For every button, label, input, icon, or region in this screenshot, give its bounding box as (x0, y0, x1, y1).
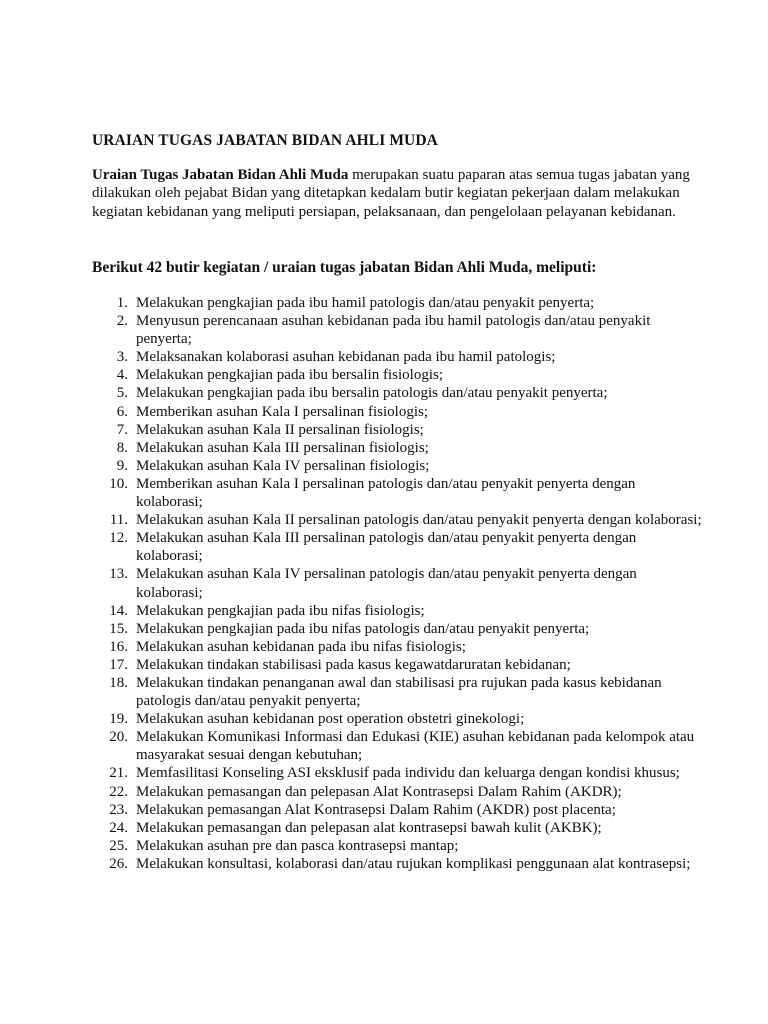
list-item (92, 366, 702, 384)
item-text: Memberikan asuhan Kala I persalinan patologis dan/atau penyakit penyerta dengan kolaborasi; (136, 475, 636, 511)
item-text: Melakukan asuhan kebidanan post operation obstetri ginekologi; (136, 711, 525, 728)
list-item (92, 620, 702, 638)
list-item (92, 674, 702, 710)
item-text: Melakukan tindakan penanganan awal dan stabilisasi pra rujukan pada kasus kebidanan patologis dan/atau penyakit penyerta; (136, 674, 662, 710)
item-number: 12. (109, 530, 128, 547)
list-item (92, 656, 702, 674)
item-text: Melakukan asuhan Kala IV persalinan patologis dan/atau penyakit penyerta dengan kolaborasi; (136, 566, 637, 601)
list-item (92, 529, 702, 565)
item-text: Melakukan asuhan Kala II persalinan fisiologis; (136, 421, 424, 438)
item-text: Melakukan pemasangan dan pelepasan alat kontrasepsi bawah kulit (AKBK); (136, 819, 602, 836)
item-number: 14. (109, 602, 128, 619)
item-text: Menyusun perencanaan asuhan kebidanan pada ibu hamil patologis dan/atau penyakit penyerta; (136, 313, 651, 348)
item-number: 5. (116, 385, 128, 402)
list-item (92, 312, 702, 348)
item-text: Memberikan asuhan Kala I persalinan fisiologis; (136, 403, 429, 420)
list-item (92, 710, 702, 728)
item-number: 1. (116, 295, 128, 311)
item-text: Melakukan asuhan kebidanan pada ibu nifas fisiologis; (136, 638, 466, 655)
item-number: 9. (116, 457, 128, 474)
item-number: 24. (109, 819, 128, 836)
list-item (92, 348, 702, 366)
list-item (92, 294, 702, 312)
item-text: Melakukan Komunikasi Informasi dan Edukasi (KIE) asuhan kebidanan pada kelompok atau masyarakat sesuai dengan kebutuhan; (136, 729, 695, 764)
item-text: Melakukan pengkajian pada ibu bersalin patologis dan/atau penyakit penyerta; (136, 385, 608, 402)
item-text: Melakukan pengkajian pada ibu hamil patologis dan/atau penyakit penyerta; (136, 295, 595, 311)
item-number: 2. (116, 313, 128, 330)
list-item (92, 565, 702, 601)
list-item (92, 764, 702, 782)
intro-paragraph (92, 166, 692, 221)
list-item (92, 837, 702, 855)
list-item (92, 384, 702, 402)
item-text: Melakukan pengkajian pada ibu nifas patologis dan/atau penyakit penyerta; (136, 620, 590, 637)
list-item (92, 403, 702, 421)
item-number: 10. (109, 475, 128, 492)
document-title: URAIAN TUGAS JABATAN BIDAN AHLI MUDA (92, 132, 438, 149)
item-number: 6. (116, 403, 128, 420)
item-number: 26. (109, 855, 128, 872)
item-text: Melakukan pemasangan dan pelepasan Alat Kontrasepsi Dalam Rahim (AKDR); (136, 783, 622, 800)
list-item (92, 819, 702, 837)
list-item (92, 511, 702, 529)
duty-list (92, 294, 702, 873)
item-text: Melakukan pemasangan Alat Kontrasepsi Dalam Rahim (AKDR) post placenta; (136, 801, 616, 818)
item-number: 20. (109, 729, 128, 746)
item-number: 25. (109, 837, 128, 854)
item-text: Melakukan asuhan Kala III persalinan fisiologis; (136, 439, 429, 456)
item-number: 23. (109, 801, 128, 818)
list-item (92, 728, 702, 764)
list-heading: Berikut 42 butir kegiatan / uraian tugas jabatan Bidan Ahli Muda, meliputi: (92, 259, 597, 276)
item-text: Melakukan pengkajian pada ibu nifas fisiologis; (136, 602, 425, 619)
list-item (92, 638, 702, 656)
item-text: Melakukan pengkajian pada ibu bersalin fisiologis; (136, 367, 444, 384)
item-number: 13. (109, 566, 128, 583)
list-item (92, 602, 702, 620)
list-item (92, 421, 702, 439)
item-number: 7. (116, 421, 128, 438)
item-number: 17. (109, 656, 128, 673)
item-number: 16. (109, 638, 128, 655)
intro-bold-lead: Uraian Tugas Jabatan Bidan Ahli Muda (92, 167, 349, 183)
item-text: Melakukan asuhan Kala IV persalinan fisiologis; (136, 457, 430, 474)
intro-body: merupakan suatu paparan atas semua tugas jabatan yang dilakukan oleh pejabat Bidan yang ditetapkan kedalam butir kegiatan pekerjaan dalam melakukan kegiatan kebidanan yang meliputi persiapan, pelaksanaan, dan pengelolaan pelayanan kebidanan. (92, 167, 690, 220)
item-text: Melakukan konsultasi, kolaborasi dan/atau rujukan komplikasi penggunaan alat kontrasepsi; (136, 855, 691, 872)
item-number: 11. (109, 512, 128, 529)
list-item (92, 801, 702, 819)
item-text: Memfasilitasi Konseling ASI eksklusif pada individu dan keluarga dengan kondisi khusus; (136, 765, 680, 782)
item-text: Melakukan asuhan Kala II persalinan patologis dan/atau penyakit penyerta dengan kolaborasi; (136, 512, 702, 529)
item-number: 19. (109, 711, 128, 728)
list-item (92, 783, 702, 801)
item-number: 4. (116, 367, 128, 384)
item-number: 8. (116, 439, 128, 456)
item-text: Melakukan asuhan Kala III persalinan patologis dan/atau penyakit penyerta dengan kolaborasi; (136, 530, 637, 565)
list-item (92, 439, 702, 457)
list-item (92, 855, 702, 873)
list-item (92, 457, 702, 475)
item-number: 3. (116, 349, 128, 366)
item-text: Melakukan asuhan pre dan pasca kontrasepsi mantap; (136, 837, 459, 854)
item-text: Melakukan tindakan stabilisasi pada kasus kegawatdaruratan kebidanan; (136, 656, 571, 673)
item-number: 15. (109, 620, 128, 637)
item-text: Melaksanakan kolaborasi asuhan kebidanan pada ibu hamil patologis; (136, 349, 556, 366)
item-number: 18. (109, 674, 128, 691)
list-item (92, 475, 702, 511)
item-number: 22. (109, 783, 128, 800)
item-number: 21. (109, 765, 128, 782)
